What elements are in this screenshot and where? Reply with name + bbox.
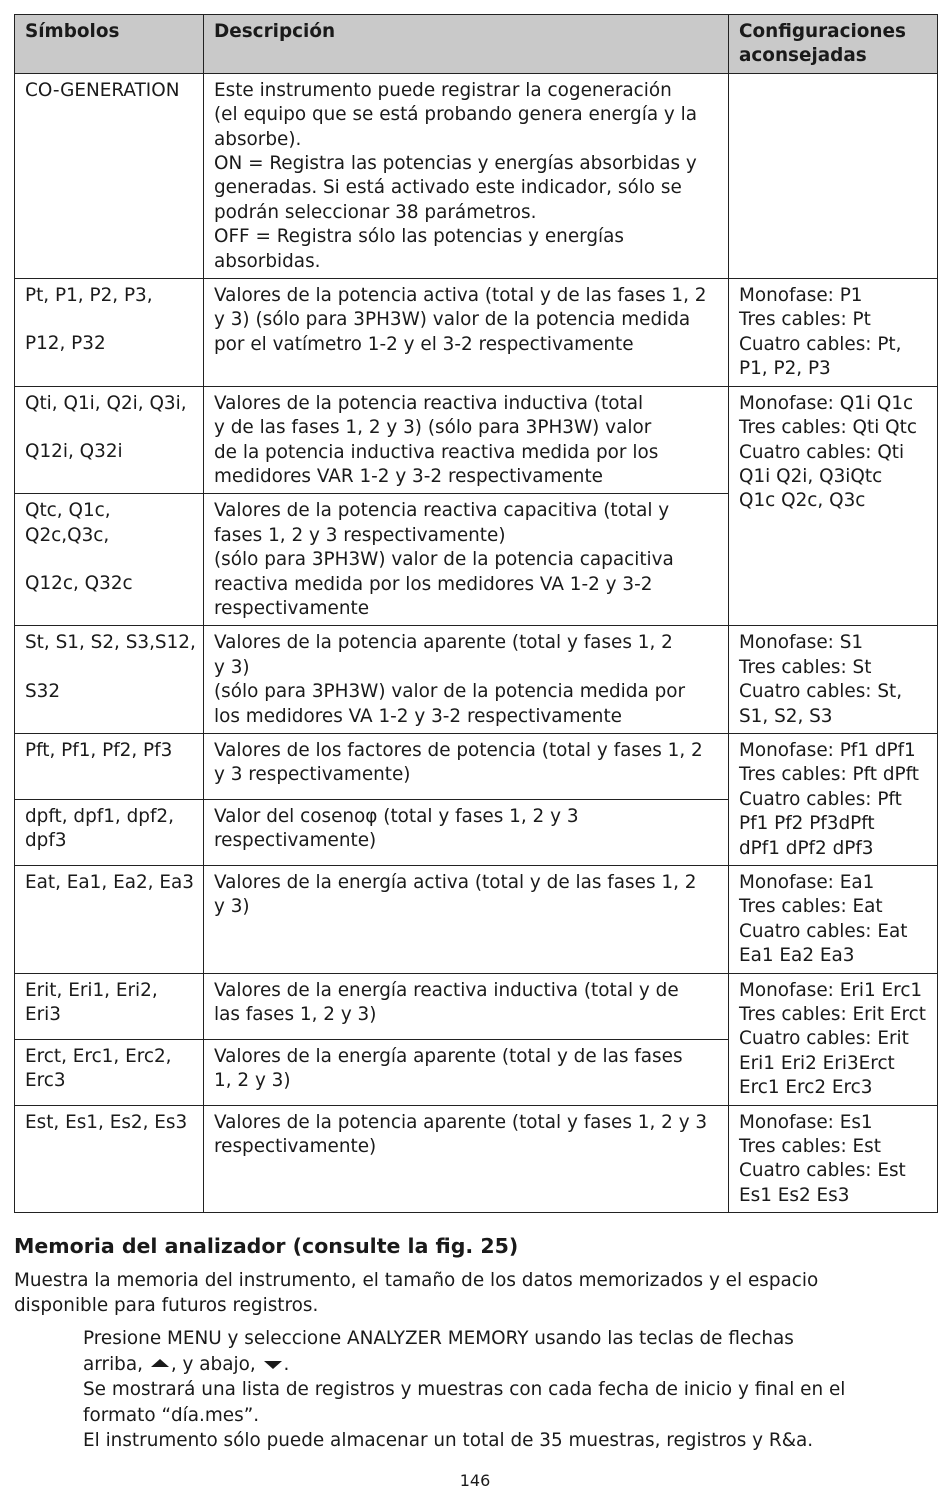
down-arrow-icon: [264, 1361, 282, 1369]
symbol-cell: dpft, dpf1, dpf2, dpf3: [15, 799, 204, 865]
table-row: [15, 386, 938, 494]
description-cell: Valores de la energía reactiva inductiva (total y de las fases 1, 2 y 3): [204, 973, 729, 1039]
description-cell: Valores de la potencia activa (total y de las fases 1, 2 y 3) (sólo para 3PH3W) valor de la potencia medida por el vatímetro 1-2 y el 3-2 respectivamente: [204, 279, 729, 387]
step-1-line-2: arriba, , y abajo, .: [83, 1353, 290, 1375]
config-cell: Monofase: S1 Tres cables: St Cuatro cables: St, S1, S2, S3: [729, 626, 938, 734]
parameters-table: [14, 14, 938, 1213]
config-cell: Monofase: Pf1 dPf1 Tres cables: Pft dPft Cuatro cables: Pft Pf1 Pf2 Pf3dPft dPf1 dPf2 dPf3: [729, 733, 938, 865]
table-row: [15, 733, 938, 799]
table-row: [15, 973, 938, 1039]
config-cell: Monofase: Eri1 Erc1 Tres cables: Erit Erct Cuatro cables: Erit Eri1 Eri2 Eri3Erct Erc1 Erc2 Erc3: [729, 973, 938, 1105]
symbol-cell: Est, Es1, Es2, Es3: [15, 1105, 204, 1213]
step-3: El instrumento sólo puede almacenar un total de 35 muestras, registros y R&a.: [83, 1430, 814, 1451]
header-descripcion: Descripción: [204, 15, 729, 74]
symbol-cell: Pt, P1, P2, P3, P12, P32: [15, 279, 204, 387]
description-cell: Valor del cosenoφ (total y fases 1, 2 y 3 respectivamente): [204, 799, 729, 865]
instruction-steps: [83, 1326, 845, 1454]
intro-paragraph: Muestra la memoria del instrumento, el tamaño de los datos memorizados y el espacio disponible para futuros registros.: [14, 1270, 819, 1316]
step-2-line-2: formato “día.mes”.: [83, 1404, 260, 1426]
table-header-row: [15, 15, 938, 74]
config-cell: Monofase: Ea1 Tres cables: Eat Cuatro cables: Eat Ea1 Ea2 Ea3: [729, 866, 938, 974]
description-cell: Valores de la potencia reactiva capacitiva (total y fases 1, 2 y 3 respectivamente) (sólo para 3PH3W) valor de la potencia capacitiva reactiva medida por los medidores VA 1-2 y 3-2 respectivamente: [204, 494, 729, 626]
table-row: [15, 279, 938, 387]
description-cell: Valores de la energía activa (total y de las fases 1, 2 y 3): [204, 866, 729, 974]
section-heading: Memoria del analizador (consulte la fig. 25): [14, 1234, 519, 1258]
symbol-cell: St, S1, S2, S3,S12, S32: [15, 626, 204, 734]
up-arrow-icon: [151, 1359, 169, 1367]
header-simbolos: Símbolos: [15, 15, 204, 74]
page-number: 146: [459, 1471, 491, 1490]
table-row: [15, 866, 938, 974]
config-cell: Monofase: Q1i Q1c Tres cables: Qti Qtc Cuatro cables: Qti Q1i Q2i, Q3iQtc Q1c Q2c, Q3c: [729, 386, 938, 626]
symbol-cell: Qti, Q1i, Q2i, Q3i, Q12i, Q32i: [15, 386, 204, 494]
symbol-cell: Erit, Eri1, Eri2, Eri3: [15, 973, 204, 1039]
table-row: [15, 1105, 938, 1213]
symbol-cell: Erct, Erc1, Erc2, Erc3: [15, 1039, 204, 1105]
description-cell: Valores de los factores de potencia (total y fases 1, 2 y 3 respectivamente): [204, 733, 729, 799]
table-row: [15, 626, 938, 734]
description-cell: Valores de la potencia aparente (total y fases 1, 2 y 3) (sólo para 3PH3W) valor de la potencia medida por los medidores VA 1-2 y 3-2 respectivamente: [204, 626, 729, 734]
symbol-cell: Eat, Ea1, Ea2, Ea3: [15, 866, 204, 974]
header-configuraciones: Configuraciones aconsejadas: [729, 15, 938, 74]
config-cell: Monofase: P1 Tres cables: Pt Cuatro cables: Pt, P1, P2, P3: [729, 279, 938, 387]
symbol-cell: Pft, Pf1, Pf2, Pf3: [15, 733, 204, 799]
step-2-line-1: Se mostrará una lista de registros y muestras con cada fecha de inicio y final en el: [83, 1379, 846, 1400]
config-cell: [729, 73, 938, 278]
table-row: [15, 73, 938, 278]
step-1-line-1: Presione MENU y seleccione ANALYZER MEMORY usando las teclas de flechas: [83, 1328, 794, 1349]
symbol-cell: CO-GENERATION: [15, 73, 204, 278]
description-cell: Valores de la energía aparente (total y de las fases 1, 2 y 3): [204, 1039, 729, 1105]
config-cell: Monofase: Es1 Tres cables: Est Cuatro cables: Est Es1 Es2 Es3: [729, 1105, 938, 1213]
description-cell: Valores de la potencia aparente (total y fases 1, 2 y 3 respectivamente): [204, 1105, 729, 1213]
description-cell: Este instrumento puede registrar la cogeneración (el equipo que se está probando genera energía y la absorbe). ON = Registra las potencias y energías absorbidas y generadas. Si está activado este indicador, sólo se podrán seleccionar 38 parámetros. OFF = Registra sólo las potencias y energías absorbidas.: [204, 73, 729, 278]
symbol-cell: Qtc, Q1c, Q2c,Q3c, Q12c, Q32c: [15, 494, 204, 626]
description-cell: Valores de la potencia reactiva inductiva (total y de las fases 1, 2 y 3) (sólo para 3PH3W) valor de la potencia inductiva reactiva medida por los medidores VAR 1-2 y 3-2 respectivamente: [204, 386, 729, 494]
